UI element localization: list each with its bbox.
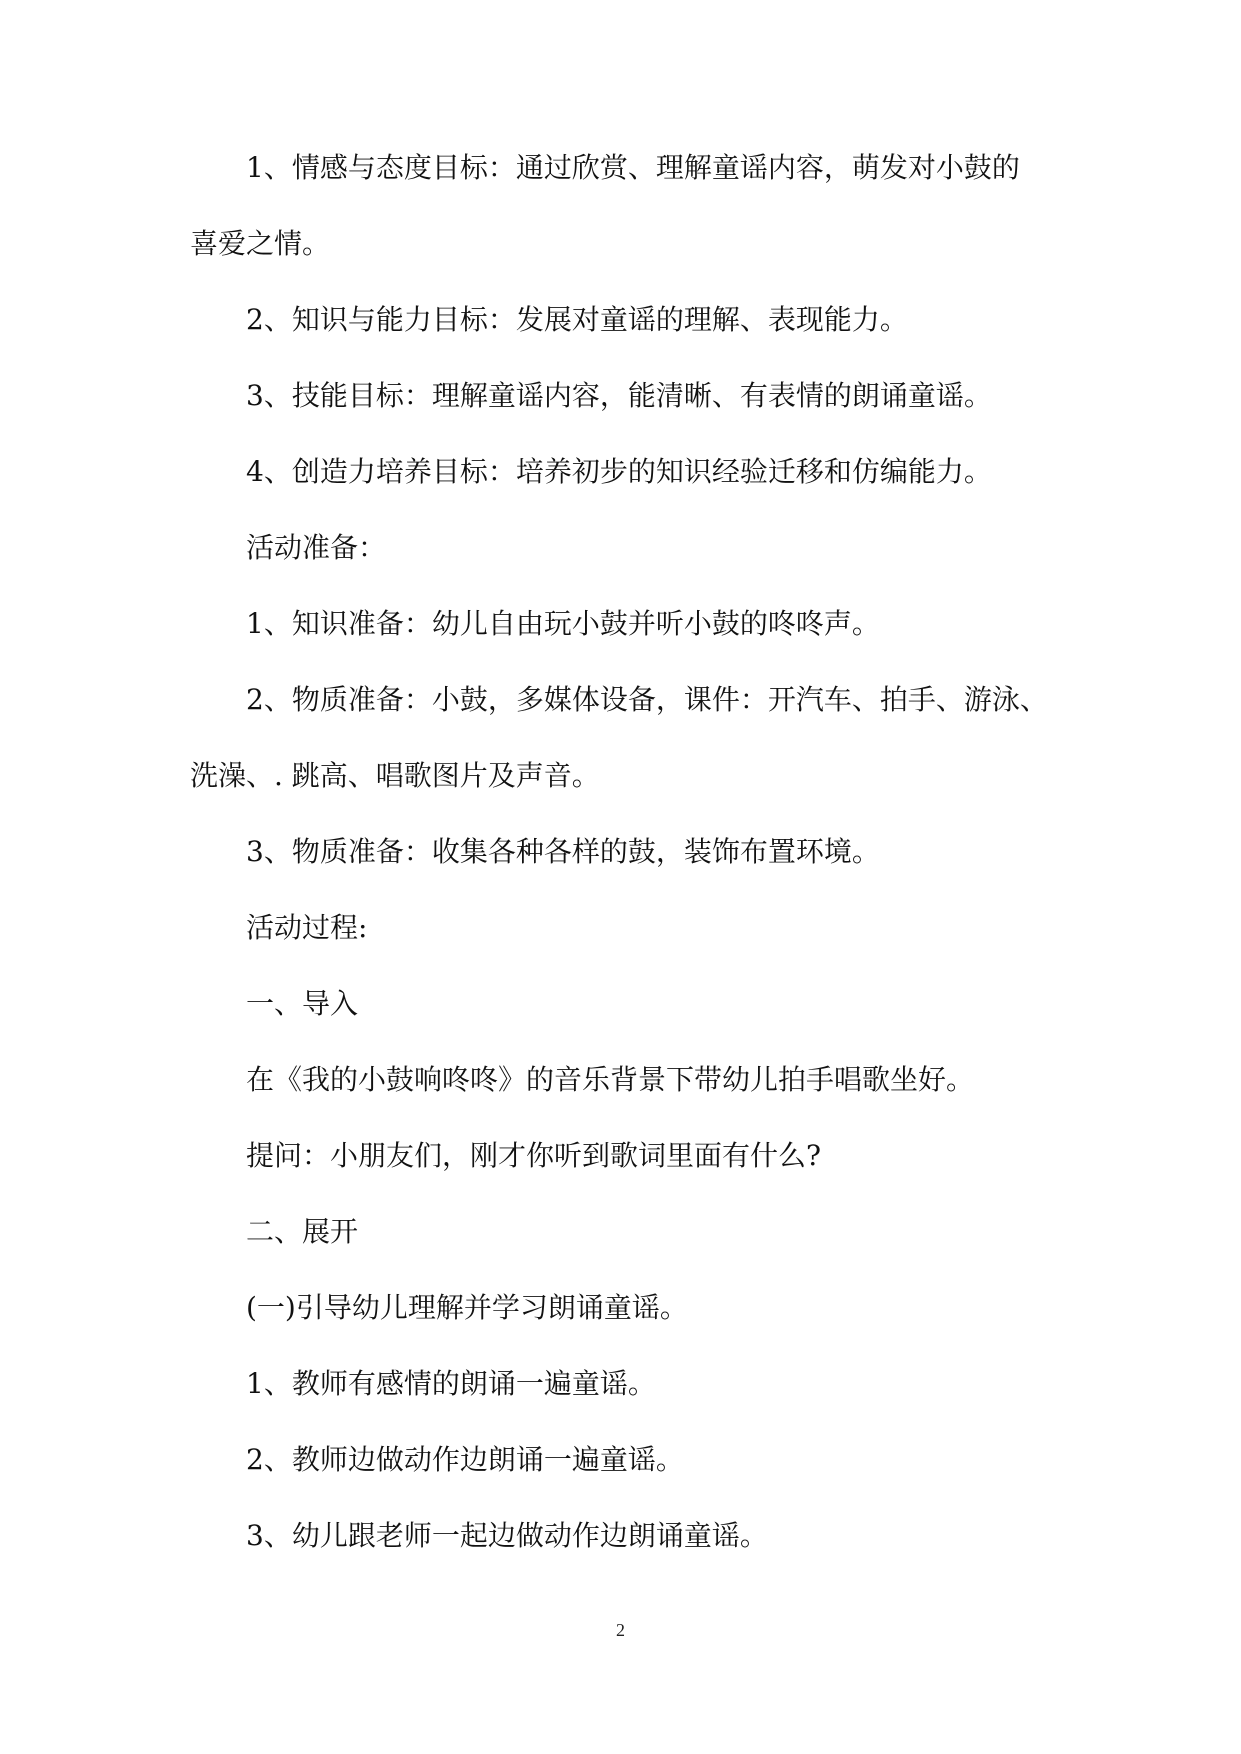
paragraph: 在《我的小鼓响咚咚》的音乐背景下带幼儿拍手唱歌坐好。 xyxy=(246,1063,975,1096)
page-number: 2 xyxy=(616,1620,625,1640)
paragraph: 2、知识与能力目标：发展对童谣的理解、表现能力。 xyxy=(246,303,908,336)
paragraph: 喜爱之情。 xyxy=(190,227,331,260)
paragraph: (一)引导幼儿理解并学习朗诵童谣。 xyxy=(246,1291,688,1324)
paragraph: 1、教师有感情的朗诵一遍童谣。 xyxy=(246,1367,656,1400)
section-heading: 活动准备： xyxy=(246,531,387,564)
section-heading: 一、导入 xyxy=(246,987,359,1020)
paragraph: 3、物质准备：收集各种各样的鼓，装饰布置环境。 xyxy=(246,835,880,868)
section-heading: 活动过程: xyxy=(246,911,368,944)
paragraph: 4、创造力培养目标：培养初步的知识经验迁移和仿编能力。 xyxy=(246,455,992,488)
paragraph: 1、知识准备：幼儿自由玩小鼓并听小鼓的咚咚声。 xyxy=(246,607,880,640)
paragraph: 1、情感与态度目标：通过欣赏、理解童谣内容，萌发对小鼓的 xyxy=(246,151,1020,184)
paragraph: 洗澡、. 跳高、唱歌图片及声音。 xyxy=(190,759,600,792)
paragraph: 提问：小朋友们，刚才你听到歌词里面有什么? xyxy=(246,1139,822,1172)
section-heading: 二、展开 xyxy=(246,1215,359,1248)
paragraph: 2、教师边做动作边朗诵一遍童谣。 xyxy=(246,1443,684,1476)
paragraph: 3、幼儿跟老师一起边做动作边朗诵童谣。 xyxy=(246,1519,768,1552)
paragraph: 3、技能目标：理解童谣内容，能清晰、有表情的朗诵童谣。 xyxy=(246,379,992,412)
paragraph: 2、物质准备：小鼓，多媒体设备，课件：开汽车、拍手、游泳、 xyxy=(246,683,1048,716)
